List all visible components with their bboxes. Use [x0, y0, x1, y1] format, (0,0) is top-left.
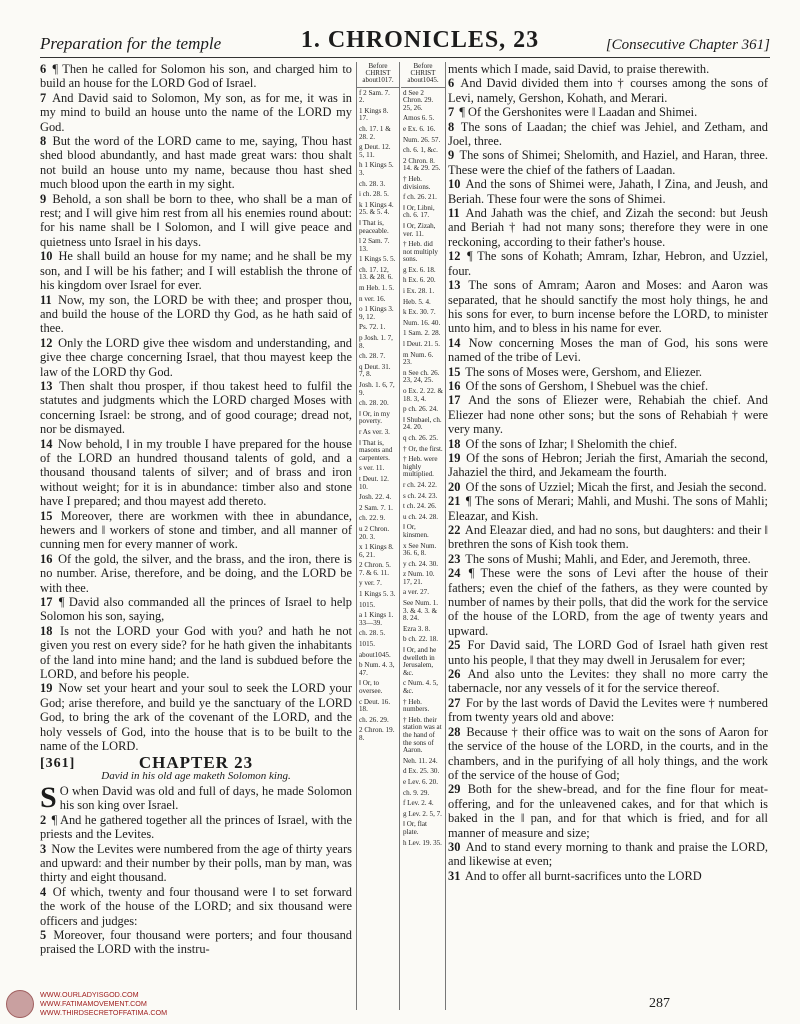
verse [448, 523, 768, 552]
chapter-heading [40, 752, 352, 772]
verse-number: 15 [448, 364, 461, 379]
verse [448, 206, 768, 249]
verse-text: And David said to Solomon, My son, as for me, it was in my mind to build an house unto the name of the LORD my God. [40, 90, 352, 134]
verse-text: Of the sons of Uzziel; Micah the first, and Jesiah the second. [465, 479, 767, 494]
verse-number: 14 [40, 436, 53, 451]
verse-number: 17 [40, 595, 53, 610]
cross-reference: 2 Chron. 5. 7. & 6. 11. [359, 561, 391, 577]
cross-reference: Josh. 1. 6, 7, 9. [359, 381, 395, 397]
verse-number: 25 [448, 638, 461, 653]
verse-number: 7 [448, 105, 455, 120]
cross-reference: c Deut. 16. 18. [359, 697, 391, 714]
cross-reference: k Ex. 30. 7. [403, 308, 436, 317]
verse-text: Of the sons of Hebron; Jeriah the first, Amariah the second, Jahaziel the third, and Jekameam the fourth. [448, 450, 768, 480]
cross-reference: y ver. 7. [359, 579, 382, 588]
verse-text: ¶ The sons of Merari; Mahli, and Mushi. The sons of Mahli; Eleazar, and Kish. [448, 494, 768, 523]
verse [448, 120, 768, 149]
verse-number: 23 [448, 551, 461, 566]
cross-reference: d Ex. 25. 30. [403, 767, 440, 776]
header-book-chapter: 1. CHRONICLES, 23 [300, 27, 540, 53]
verse-text: Of the sons of Izhar; ‖ Shelomith the chief. [465, 436, 678, 451]
verse [40, 885, 352, 928]
cross-reference: g Ex. 6. 18. [403, 265, 436, 274]
cross-reference: h Lev. 19. 35. [403, 838, 442, 847]
verse-number: 11 [40, 292, 52, 307]
verse-text: And to offer all burnt-sacrifices unto the LORD [464, 868, 702, 883]
cross-reference: ‖ Or, flat plate. [403, 820, 427, 836]
verse-number: 19 [448, 450, 461, 465]
footer-urls [40, 990, 167, 1017]
right-verse-list [448, 76, 768, 883]
cross-reference: o 1 Kings 3. 9, 12. [359, 305, 394, 321]
cross-reference: u 2 Chron. 20. 3. [359, 524, 390, 541]
verse-number: 10 [40, 249, 53, 264]
cross-reference: i ch. 28. 5. [359, 190, 389, 199]
chapter-title: CHAPTER 23 [138, 752, 254, 772]
verse-number: 29 [448, 782, 461, 797]
verse [40, 509, 352, 552]
verse [40, 134, 352, 192]
verse-number: 30 [448, 839, 461, 854]
cross-reference: 1015. [359, 640, 375, 649]
cross-reference: s ver. 11. [359, 464, 385, 473]
verse-number: 19 [40, 681, 53, 696]
cross-reference: q ch. 26. 25. [403, 433, 439, 442]
cross-reference: Ezra 3. 8. [403, 624, 431, 633]
cross-reference: f Lev. 2. 4. [403, 799, 434, 808]
verse-text: Of the gold, the silver, and the brass, and the iron, there is no number. Arise, therefore, and be doing, and the LORD be with thee. [40, 551, 352, 595]
cross-reference: s ch. 24. 23. [403, 491, 438, 500]
cross-reference: f ch. 26. 21. [403, 193, 437, 202]
verse-number: 22 [448, 523, 461, 537]
cross-reference: n See ch. 26. 23, 24, 25. [403, 368, 440, 385]
verse-text: ¶ David also commanded all the princes of Israel to help Solomon his son, saying, [40, 595, 352, 624]
cross-reference: h Ex. 6. 20. [403, 276, 436, 285]
cross-reference: b ch. 22. 18. [403, 635, 439, 644]
verse-number: 16 [40, 551, 53, 566]
cross-reference: ‖ Or, Zizah, ver. 11. [403, 221, 436, 238]
cross-reference: t Deut. 12. 10. [359, 474, 389, 491]
cross-reference: n ver. 16. [359, 294, 386, 303]
verse-text: Now concerning Moses the man of God, his sons were named of the tribe of Levi. [448, 335, 768, 365]
header-rule [40, 57, 770, 58]
cross-reference: a 1 Kings 1. 33—39. [359, 611, 394, 627]
verse [448, 725, 768, 783]
verse-text: Because † their office was to wait on the sons of Aaron for the service of the house of the LORD, in the courts, and in the chambers, and in the purifying of all holy things, and the work of the service of the house of God; [448, 724, 768, 782]
verse [40, 681, 352, 753]
verse-text: ¶ Of the Gershonites were ‖ Laadan and Shimei. [459, 105, 698, 120]
cross-reference: ch. 28. 5. [359, 629, 386, 638]
cross-reference: ch. 17. 12, 13. & 28. 6. [359, 265, 393, 282]
cross-reference: ch. 26. 29. [359, 715, 389, 724]
verse [448, 393, 768, 436]
verse [448, 148, 768, 177]
verse [448, 667, 768, 696]
margin-references-left [356, 62, 400, 1010]
verse-number: 9 [40, 191, 47, 206]
verse-number: 14 [448, 335, 461, 350]
verse [448, 336, 768, 365]
drop-cap: S [40, 780, 57, 814]
verse-text: But the word of the LORD came to me, saying, Thou hast shed blood abundantly, and hast made great wars: thou shalt not build an house unto my name, because thou hast shed much blood upon the earth in my sight. [40, 134, 352, 192]
cross-reference: f 2 Sam. 7. 2. [359, 88, 390, 105]
verse [40, 249, 352, 292]
verse-number: 12 [448, 249, 461, 264]
right-text-column [448, 62, 768, 962]
cross-reference: ch. 6. 1, &c. [403, 146, 438, 155]
verse [448, 566, 768, 638]
verse-text: Then shalt thou prosper, if thou takest heed to fulfil the statutes and judgments which the LORD charged Moses with concerning Israel: be strong, and of good courage; dread not, nor be dismayed. [40, 378, 352, 437]
page-number: 287 [649, 996, 670, 1011]
verse-number: 28 [448, 724, 461, 739]
cross-reference: m Num. 6. 23. [403, 350, 434, 367]
cross-reference: i Ex. 28. 1. [403, 287, 435, 296]
verse [448, 552, 768, 566]
verse-text: ¶ These were the sons of Levi after the house of their fathers; even the chief of the fathers, as they were counted by number of names by their polls, that did the work for the service of the house of the LORD, from the age of twenty years and upward. [448, 566, 768, 638]
cross-reference: r As ver. 3. [359, 427, 390, 436]
verse-number: 13 [448, 278, 461, 293]
verse-text: And to stand every morning to thank and praise the LORD, and likewise at even; [448, 839, 768, 869]
cross-reference: Num. 16. 40. [403, 318, 441, 327]
header-consecutive-chapter: [Consecutive Chapter 361] [605, 37, 770, 53]
footer-url[interactable]: WWW.FATIMAMOVEMENT.COM [40, 999, 147, 1008]
cross-reference: † Heb. their station was at the hand of the sons of Aaron. [403, 715, 442, 755]
verse-text: And also unto the Levites: they shall no more carry the tabernacle, nor any vessels of it for the service thereof. [448, 667, 768, 696]
verse-text: The sons of Laadan; the chief was Jehiel, and Zetham, and Joel, three. [448, 119, 768, 149]
verse-text: Of which, twenty and four thousand were ‖ to set forward the work of the house of the LORD; and six thousand were officers and judges: [40, 884, 352, 928]
verse [448, 249, 768, 278]
cross-reference: † Heb. numbers. [403, 697, 430, 714]
cross-reference: l Deut. 21. 5. [403, 340, 441, 349]
verse-number: 18 [448, 436, 461, 451]
cross-reference: m Heb. 1. 5. [359, 284, 395, 293]
cross-reference: ch. 28. 7. [359, 352, 386, 361]
cross-reference: 1 Kings 5. 5. [359, 255, 396, 264]
verse [40, 928, 352, 957]
chapter-first-verse-text: O when David was old and full of days, he made Solomon his son king over Israel. [59, 783, 352, 813]
verse-text: Is not the LORD your God with you? and hath he not given you rest on every side? for he hath given the inhabitants of the land into mine hand; and the land is subdued before the LORD, and before his people. [40, 623, 352, 682]
verse [448, 451, 768, 480]
verse-number: 17 [448, 393, 461, 408]
verse [40, 91, 352, 134]
verse-text: Only the LORD give thee wisdom and understanding, and give thee charge concerning Israel, that thou mayest keep the law of the LORD thy God. [40, 335, 352, 379]
header-section-title: Preparation for the temple [40, 34, 222, 53]
cross-reference: ‖ Or, in my poverty. [359, 409, 390, 426]
verse [448, 177, 768, 206]
cross-reference: ch. 22. 9. [359, 514, 386, 523]
cross-reference: Neh. 11. 24. [403, 756, 438, 765]
cross-reference: 2 Sam. 7. 1. [359, 503, 393, 512]
margin-references-right [401, 62, 446, 1010]
cross-reference: ch. 28. 20. [359, 399, 389, 408]
margin-date-header: Before CHRIST about1017. [357, 62, 399, 88]
verse [448, 105, 768, 119]
chapter-summary: David in his old age maketh Solomon king. [101, 769, 291, 782]
running-header [40, 28, 770, 54]
margin-date-header: Before CHRIST about1045. [401, 62, 445, 88]
verse-text: Now set your heart and your soul to seek the LORD your God; arise therefore, and build ye the sanctuary of the LORD God, to bring the ark of the covenant of the LORD, and the holy vessels of God, into the house that is to be built to the name of the LORD. [40, 681, 352, 754]
verse-text: Moreover, four thousand were porters; and four thousand praised the LORD with the instru- [40, 927, 352, 957]
verse-text: Of the sons of Gershom, ‖ Shebuel was the chief. [465, 378, 709, 393]
cross-reference: Josh. 22. 4. [359, 493, 392, 502]
chapter-first-verse [40, 780, 352, 814]
verse-number: 18 [40, 623, 53, 638]
verse [448, 638, 768, 667]
cross-reference: Ps. 72. 1. [359, 323, 386, 332]
left-verse-list [40, 62, 352, 754]
cross-reference: 2 Chron. 8. 14. & 29. 25. [403, 156, 441, 173]
verse-text: And David divided them into † courses among the sons of Levi, namely, Gershon, Kohath, and Merari. [448, 76, 768, 105]
verse [40, 336, 352, 379]
cross-reference: z Num. 10. 17, 21. [403, 570, 435, 586]
verse-number: 7 [40, 90, 47, 105]
verse-text: The sons of Mushi; Mahli, and Eder, and Jeremoth, three. [465, 551, 751, 566]
verse [40, 293, 352, 336]
verse-number: 13 [40, 378, 53, 393]
cross-reference: † Heb. divisions. [403, 174, 431, 191]
cross-reference: 1015. [359, 600, 375, 609]
cross-reference: d See 2 Chron. 29. 25, 26. [403, 88, 434, 112]
verse [40, 813, 352, 842]
verse-text: Now the Levites were numbered from the age of thirty years and upward: and their number by their polls, man by man, was thirty and eight thousand. [40, 841, 352, 885]
verse-text: Now, my son, the LORD be with thee; and prosper thou, and build the house of the LORD thy God, as he hath said of thee. [40, 292, 352, 336]
cross-reference: ‖ Or, to oversee. [359, 679, 383, 696]
verse-text: And the sons of Shimei were, Jahath, ‖ Zina, and Jeush, and Beriah. These four were the sons of Shimei. [448, 177, 768, 206]
verse-number: 11 [448, 206, 460, 221]
chapter-consecutive-number: [361] [40, 755, 76, 771]
verse-number: 3 [40, 841, 47, 856]
cross-reference: l 2 Sam. 7. 13. [359, 237, 390, 253]
cross-reference: p Josh. 1. 7, 8. [359, 334, 393, 350]
verse-number: 10 [448, 177, 461, 192]
chapter-verse-list [40, 813, 352, 957]
cross-reference: † Or, the first. [403, 444, 443, 453]
verse-number: 21 [448, 494, 461, 509]
cross-reference: x 1 Kings 8. 6, 21. [359, 543, 394, 559]
cross-reference: t ch. 24. 26. [403, 502, 437, 511]
verse-number: 16 [448, 378, 461, 393]
verse [40, 552, 352, 595]
verse-text: The sons of Amram; Aaron and Moses: and Aaron was separated, that he should sanctify the most holy things, he and his sons for ever, to burn incense before the LORD, to minister unto him, and to bless in his name for ever. [448, 278, 768, 336]
cross-reference: 2 Chron. 19. 8. [359, 726, 395, 742]
verse [448, 840, 768, 869]
verse [40, 379, 352, 437]
verse [40, 595, 352, 624]
cross-reference: ‖ Or, kinsmen. [403, 523, 429, 539]
verse-number: 6 [448, 76, 455, 91]
cross-reference: ch. 17. 1 & 28. 2. [359, 124, 391, 141]
verse [40, 624, 352, 682]
verse-number: 20 [448, 479, 461, 494]
cross-reference: ‖ That is, peaceable. [359, 218, 389, 235]
cross-reference: ‖ Or, and he dwelleth in Jerusalem, &c. [403, 646, 437, 677]
verse [448, 869, 768, 883]
cross-reference: a ver. 27. [403, 588, 430, 597]
verse-number: 31 [448, 868, 461, 883]
cross-reference: 1 Kings 8. 17. [359, 106, 389, 123]
cross-reference: q Deut. 31. 7, 8. [359, 362, 391, 379]
verse [40, 437, 352, 509]
verse-number: 15 [40, 508, 53, 523]
cross-reference: y ch. 24. 30. [403, 559, 439, 568]
cross-reference: † Heb. were highly multiplied. [403, 455, 438, 479]
cross-reference: r ch. 24. 22. [403, 480, 437, 489]
verse [40, 192, 352, 250]
cross-reference: k 1 Kings 4. 25. & 5. 4. [359, 200, 394, 217]
verse-number: 5 [40, 927, 47, 942]
continued-verse: ments which I made, said David, to praise therewith. [448, 62, 710, 76]
cross-reference: † Heb. did not multiply sons. [403, 240, 438, 264]
verse-text: The sons of Shimei; Shelomith, and Haziel, and Haran, three. These were the chief of the fathers of Laadan. [448, 148, 768, 177]
site-seal-icon [6, 990, 34, 1018]
verse-number: 24 [448, 566, 461, 581]
verse-text: He shall build an house for my name; and he shall be my son, and I will be his father; and I will establish the throne of his kingdom over Israel for ever. [40, 249, 352, 293]
cross-reference: o Ex. 2. 22. & 18. 3, 4. [403, 387, 443, 403]
verse [448, 379, 768, 393]
footer-url[interactable]: WWW.OURLADYISGOD.COM [40, 990, 139, 999]
verse-text: The sons of Moses were, Gershom, and Eliezer. [465, 364, 703, 379]
verse [448, 437, 768, 451]
verse-text: Moreover, there are workmen with thee in abundance, hewers and ‖ workers of stone and timber, and all manner of cunning men for every manner of work. [40, 508, 352, 552]
verse-text: And Jahath was the chief, and Zizah the second: but Jeush and Beriah † had not many sons; therefore they were in one reckoning, according to their father's house. [448, 206, 768, 249]
verse [448, 365, 768, 379]
verse [448, 278, 768, 336]
left-text-column [40, 62, 352, 962]
verse [448, 480, 768, 494]
verse-text: For David said, The LORD God of Israel hath given rest unto his people, ‖ that they may dwell in Jerusalem for ever; [448, 638, 768, 667]
cross-reference: b Num. 4. 3, 47. [359, 661, 395, 677]
cross-reference: 1 Kings 5. 3. [359, 590, 396, 599]
verse-text: And Eleazar died, and had no sons, but daughters: and their ‖ brethren the sons of Kish took them. [448, 523, 768, 552]
cross-reference: Heb. 5. 4. [403, 297, 431, 306]
cross-reference: ‖ Or, Libni, ch. 6. 17. [403, 203, 435, 220]
cross-reference: c Num. 4. 5, &c. [403, 679, 439, 696]
cross-reference: See Num. 1. 3. & 4. 3. & 8. 24. [403, 599, 439, 623]
cross-reference: g Lev. 2. 5, 7. [403, 809, 442, 818]
cross-reference: ‖ That is, masons and carpenters. [359, 438, 393, 462]
verse-text: ¶ Then he called for Solomon his son, and charged him to build an house for the LORD God of Israel. [40, 62, 352, 91]
verse-number: 27 [448, 695, 461, 710]
verse-text: And the sons of Eliezer were, Rehabiah the chief. And Eliezer had none other sons; but the sons of Rehabiah † were very many. [448, 393, 768, 437]
cross-reference: x See Num. 36. 6, 8. [403, 541, 437, 558]
cross-reference: e Lev. 6. 20. [403, 777, 438, 786]
verse [448, 76, 768, 105]
cross-reference: Amos 6. 5. [403, 114, 435, 123]
verse [448, 494, 768, 523]
cross-reference: p ch. 26. 24. [403, 405, 439, 414]
cross-reference: u ch. 24. 28. [403, 512, 439, 521]
verse-text: For by the last words of David the Levites were † numbered from twenty years old and above: [448, 695, 768, 725]
cross-reference: g Deut. 12. 5, 11. [359, 143, 391, 159]
cross-reference: ch. 9. 29. [403, 788, 430, 797]
verse-text: Both for the shew-bread, and for the fine flour for meat-offering, and for the unleavened cakes, and for that which is baked in the ‖ pan, and for that which is fried, and for all manner of measure and size; [448, 782, 768, 840]
verse-text: Behold, a son shall be born to thee, who shall be a man of rest; and I will give him rest from all his enemies round about: for his name shall be ‖ Solomon, and I will give peace and quietness unto Israel in his days. [40, 191, 352, 249]
verse [448, 782, 768, 840]
verse [40, 62, 352, 91]
verse-text: ¶ And he gathered together all the princes of Israel, with the priests and the Levites. [40, 812, 352, 842]
verse-text: ¶ The sons of Kohath; Amram, Izhar, Hebron, and Uzziel, four. [448, 249, 768, 278]
verse [448, 696, 768, 725]
verse [40, 842, 352, 885]
verse-number: 12 [40, 335, 53, 350]
verse-number: 8 [40, 134, 47, 149]
cross-reference: ‖ Shubael, ch. 24. 20. [403, 415, 442, 432]
cross-reference: e Ex. 6. 16. [403, 124, 436, 133]
verse-number: 26 [448, 667, 461, 682]
cross-reference: 1 Sam. 2. 28. [403, 329, 441, 338]
verse-number: 6 [40, 62, 47, 76]
verse-number: 8 [448, 119, 455, 134]
cross-reference: Num. 26. 57. [403, 135, 441, 144]
cross-reference: ch. 28. 3. [359, 179, 386, 188]
verse-number: 4 [40, 884, 47, 899]
cross-reference: about1045. [359, 650, 391, 659]
cross-reference: h 1 Kings 5. 3. [359, 161, 394, 177]
verse-number: 9 [448, 148, 455, 163]
verse-text: Now behold, ‖ in my trouble I have prepared for the house of the LORD an hundred thousand talents of gold, and a thousand thousand talents of silver; and of brass and iron without weight; for it is in abundance: timber also and stone have I prepared; and thou mayest add thereto. [40, 436, 352, 509]
footer-url[interactable]: WWW.THIRDSECRETOFFATIMA.COM [40, 1008, 168, 1017]
verse-number: 2 [40, 812, 47, 827]
